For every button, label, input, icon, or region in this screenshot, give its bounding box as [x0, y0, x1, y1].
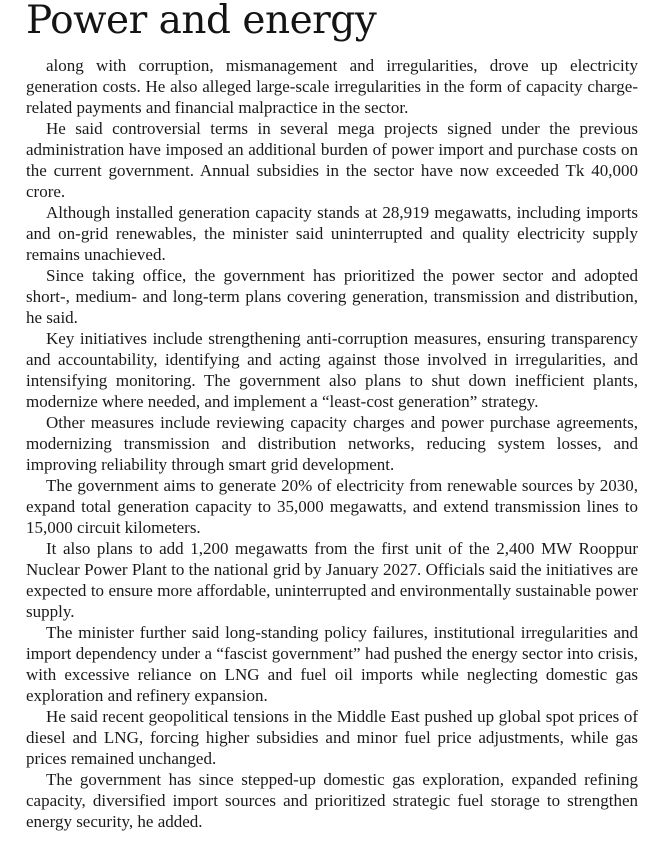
article-paragraph: The government has since stepped-up domestic gas exploration, expanded refining capacity, diversified import sources and prioritized strategic fuel storage to strengthen energy security, he added. — [26, 770, 638, 831]
article-paragraph: Key initiatives include strengthening anti-corruption measures, ensuring transparency and accountability, identifying and acting against those involved in irregularities, and intensifying monitoring. The government also plans to shut down inefficient plants, modernize where needed, and implement a “least-cost generation” strategy. — [26, 329, 638, 411]
article-paragraph: Although installed generation capacity stands at 28,919 megawatts, including imports and on-grid renewables, the minister said uninterrupted and quality electricity supply remains unachieved. — [26, 203, 638, 264]
article-paragraph: He said controversial terms in several mega projects signed under the previous administration have imposed an additional burden of power import and purchase costs on the current government. Annual subsidies in the sector have now exceeded Tk 40,000 crore. — [26, 119, 638, 201]
article-paragraph: It also plans to add 1,200 megawatts from the first unit of the 2,400 MW Rooppur Nuclear Power Plant to the national grid by January 2027. Officials said the initiatives are expected to ensure more affordable, uninterrupted and environmentally sustainable power supply. — [26, 539, 638, 621]
article-paragraph: He said recent geopolitical tensions in the Middle East pushed up global spot prices of diesel and LNG, forcing higher subsidies and minor fuel price adjustments, while gas prices remained unchanged. — [26, 707, 638, 768]
article-paragraph: along with corruption, mismanagement and irregularities, drove up electricity generation costs. He also alleged large-scale irregularities in the form of capacity charge-related payments and financial malpractice in the sector. — [26, 56, 638, 117]
article-paragraph: Since taking office, the government has prioritized the power sector and adopted short-, medium- and long-term plans covering generation, transmission and distribution, he said. — [26, 266, 638, 327]
section-headline: Power and energy — [26, 0, 377, 43]
article-paragraph: The government aims to generate 20% of electricity from renewable sources by 2030, expand total generation capacity to 35,000 megawatts, and extend transmission lines to 15,000 circuit kilometers. — [26, 476, 638, 537]
article-paragraph: Other measures include reviewing capacity charges and power purchase agreements, modernizing transmission and distribution networks, reducing system losses, and improving reliability through smart grid development. — [26, 413, 638, 474]
article-body — [26, 55, 638, 832]
article-paragraph: The minister further said long-standing policy failures, institutional irregularities and import dependency under a “fascist government” had pushed the energy sector into crisis, with excessive reliance on LNG and fuel oil imports while neglecting domestic gas exploration and refinery expansion. — [26, 623, 638, 705]
